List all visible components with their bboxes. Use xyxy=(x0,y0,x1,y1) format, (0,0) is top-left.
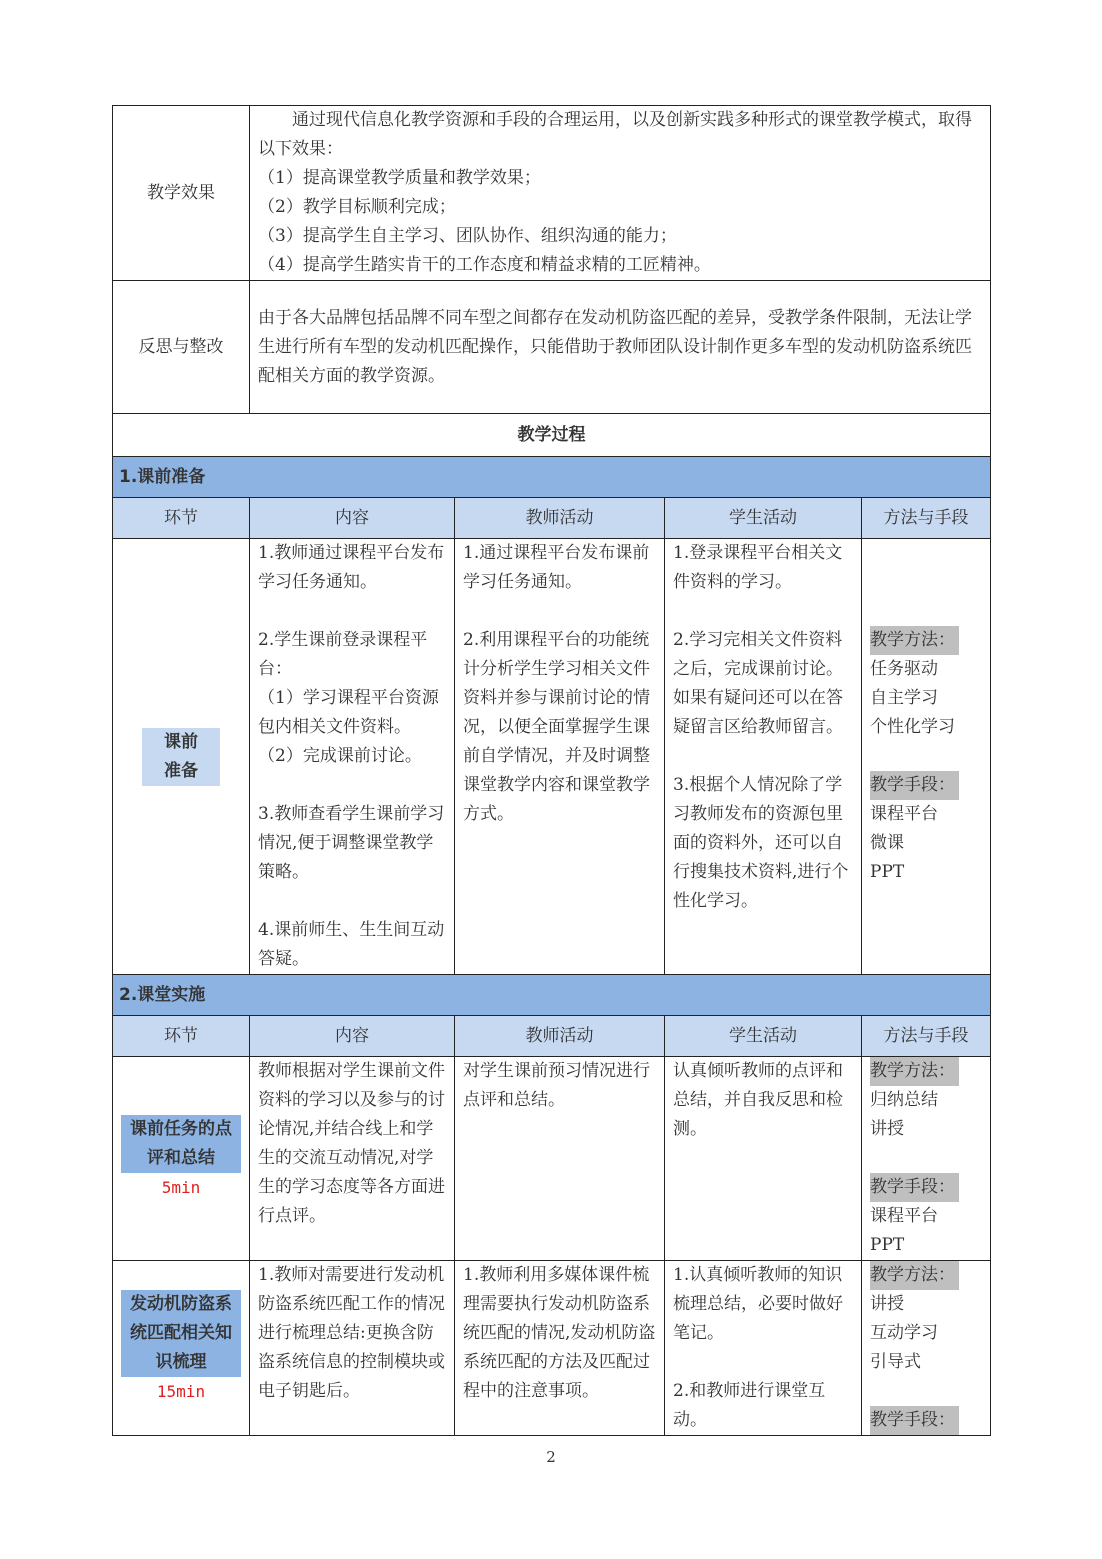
process-title: 教学过程 xyxy=(113,414,991,457)
reflection-row xyxy=(113,281,991,414)
section-title: 2.课堂实施 xyxy=(113,975,991,1016)
student-block: 3.根据个人情况除了学习教师发布的资源包里面的资料外，还可以自行搜集技术资料,进行个性化学习。 xyxy=(673,775,849,911)
student-block: 1.登录课程平台相关文件资料的学习。 xyxy=(673,543,843,592)
column-header: 内容 xyxy=(250,1016,455,1057)
effects-row xyxy=(113,106,991,281)
section-header xyxy=(113,457,991,498)
content-block: 1.教师对需要进行发动机防盗系统匹配工作的情况进行梳理总结:更换含防盗系统信息的控制模块或电子钥匙后。 xyxy=(258,1265,445,1401)
content-cell xyxy=(250,1261,455,1436)
reflection-content: 由于各大品牌包括品牌不同车型之间都存在发动机防盗匹配的差异，受教学条件限制，无法让学生进行所有车型的发动机匹配操作，只能借助于教师团队设计制作更多车型的发动机防盗系统匹配相关方面的教学资源。 xyxy=(250,281,991,414)
content-block: 3.教师查看学生课前学习情况,便于调整课堂教学策略。 xyxy=(258,804,445,882)
teacher-cell xyxy=(455,1057,665,1261)
section-header xyxy=(113,975,991,1016)
content-block: 2.学生课前登录课程平台： （1）学习课程平台资源包内相关文件资料。 （2）完成课前讨论。 xyxy=(258,630,439,766)
method-item: 引导式 xyxy=(870,1352,921,1372)
method-item: 互动学习 xyxy=(870,1323,938,1343)
methods-label: 教学方法： xyxy=(870,626,959,655)
stage-cell xyxy=(113,1261,250,1436)
means-item: 课程平台 xyxy=(870,804,938,824)
process-title-row xyxy=(113,414,991,457)
means-item: PPT xyxy=(870,862,905,882)
student-block: 1.认真倾听教师的知识梳理总结，必要时做好笔记。 xyxy=(673,1265,843,1343)
means-label: 教学手段： xyxy=(870,771,959,800)
teacher-block: 1.通过课程平台发布课前学习任务通知。 xyxy=(463,543,650,592)
teacher-block: 1.教师利用多媒体课件梳理需要执行发动机防盗系统匹配的情况,发动机防盗系统匹配的方法及匹配过程中的注意事项。 xyxy=(463,1265,656,1401)
methods-label: 教学方法： xyxy=(870,1057,959,1086)
means-item: 课程平台 xyxy=(870,1206,938,1226)
method-item: 讲授 xyxy=(870,1294,904,1314)
effects-intro: 通过现代信息化教学资源和手段的合理运用，以及创新实践多种形式的课堂教学模式，取得以下效果： xyxy=(258,110,972,159)
column-header: 学生活动 xyxy=(665,498,862,539)
student-cell xyxy=(665,1261,862,1436)
column-header: 环节 xyxy=(113,1016,250,1057)
method-item: 任务驱动 xyxy=(870,659,938,679)
method-item: 归纳总结 xyxy=(870,1090,938,1110)
effects-item: （4）提高学生踏实肯干的工作态度和精益求精的工匠精神。 xyxy=(258,255,711,275)
page-number: 2 xyxy=(546,1448,556,1466)
stage-duration: 15min xyxy=(156,1382,206,1401)
stage-duration: 5min xyxy=(161,1178,201,1197)
column-header: 方法与手段 xyxy=(862,1016,991,1057)
effects-item: （2）教学目标顺利完成； xyxy=(258,197,456,217)
content-cell xyxy=(250,539,455,975)
student-block: 2.学习完相关文件资料之后，完成课前讨论。如果有疑问还可以在答疑留言区给教师留言。 xyxy=(673,630,843,737)
content-block: 1.教师通过课程平台发布学习任务通知。 xyxy=(258,543,445,592)
column-header: 教师活动 xyxy=(455,1016,665,1057)
effects-content xyxy=(250,106,991,281)
column-header-row xyxy=(113,1016,991,1057)
student-cell xyxy=(665,539,862,975)
methods-cell xyxy=(862,1261,991,1436)
content-block: 教师根据对学生课前文件资料的学习以及参与的讨论情况,并结合线上和学生的交流互动情况,对学生的学习态度等各方面进行点评。 xyxy=(258,1061,445,1226)
student-cell xyxy=(665,1057,862,1261)
means-item: 微课 xyxy=(870,833,904,853)
column-header: 环节 xyxy=(113,498,250,539)
effects-item: （3）提高学生自主学习、团队协作、组织沟通的能力； xyxy=(258,226,677,246)
stage-cell xyxy=(113,1057,250,1261)
stage-name: 课前 准备 xyxy=(142,728,220,786)
column-header: 学生活动 xyxy=(665,1016,862,1057)
method-item: 个性化学习 xyxy=(870,717,955,737)
stage-name: 发动机防盗系统匹配相关知识梳理 xyxy=(121,1290,241,1377)
column-header: 方法与手段 xyxy=(862,498,991,539)
content-cell xyxy=(250,1057,455,1261)
means-item: PPT xyxy=(870,1235,905,1255)
lesson-plan-table xyxy=(112,105,991,1436)
teacher-cell xyxy=(455,539,665,975)
column-header: 教师活动 xyxy=(455,498,665,539)
content-block: 4.课前师生、生生间互动答疑。 xyxy=(258,920,445,969)
methods-cell xyxy=(862,1057,991,1261)
column-header-row xyxy=(113,498,991,539)
methods-cell xyxy=(862,539,991,975)
teacher-block: 2.利用课程平台的功能统计分析学生学习相关文件资料并参与课前讨论的情况，以便全面掌握学生课前自学情况，并及时调整课堂教学内容和课堂教学方式。 xyxy=(463,630,650,824)
effects-item: （1）提高课堂教学质量和教学效果； xyxy=(258,168,541,188)
effects-label: 教学效果 xyxy=(113,106,250,281)
means-label: 教学手段： xyxy=(870,1406,959,1435)
reflection-label: 反思与整改 xyxy=(113,281,250,414)
teacher-cell xyxy=(455,1261,665,1436)
method-item: 讲授 xyxy=(870,1119,904,1139)
method-item: 自主学习 xyxy=(870,688,938,708)
table-row xyxy=(113,1057,991,1261)
stage-name: 课前任务的点评和总结 xyxy=(121,1115,241,1173)
stage-cell xyxy=(113,539,250,975)
methods-label: 教学方法： xyxy=(870,1261,959,1290)
student-block: 2.和教师进行课堂互动。 xyxy=(673,1381,826,1430)
column-header: 内容 xyxy=(250,498,455,539)
section-title: 1.课前准备 xyxy=(113,457,991,498)
table-row xyxy=(113,1261,991,1436)
student-block: 认真倾听教师的点评和总结，并自我反思和检测。 xyxy=(673,1061,843,1139)
lesson-plan-page xyxy=(112,105,990,1436)
teacher-block: 对学生课前预习情况进行点评和总结。 xyxy=(463,1061,650,1110)
table-row xyxy=(113,539,991,975)
means-label: 教学手段： xyxy=(870,1173,959,1202)
